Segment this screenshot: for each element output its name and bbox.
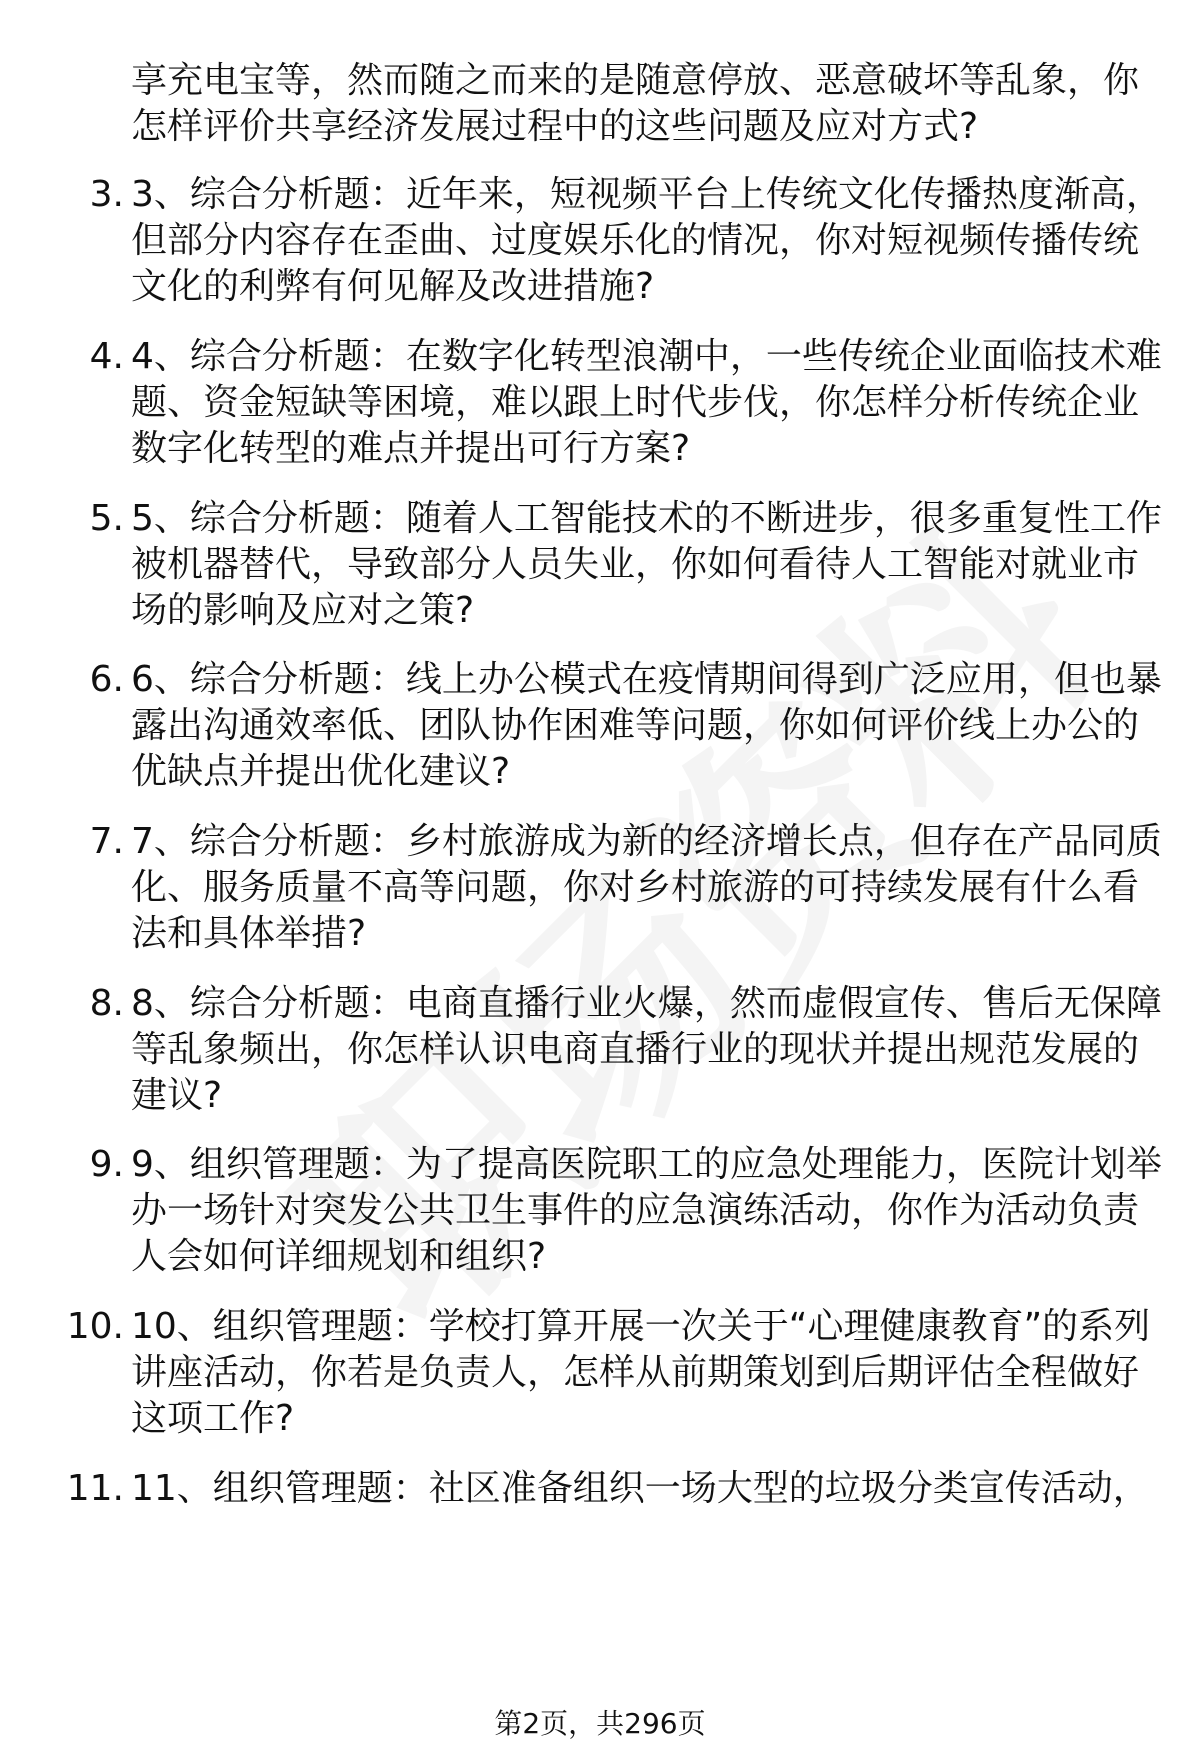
item-number: 4. — [89, 336, 124, 377]
item-text: 10、组织管理题：学校打算开展一次关于“心理健康教育”的系列讲座活动，你若是负责人，怎样从前期策划到后期评估全程做好这项工作? — [131, 1306, 1151, 1439]
item-text: 11、组织管理题：社区准备组织一场大型的垃圾分类宣传活动， — [131, 1468, 1149, 1509]
item-text: 5、综合分析题：随着人工智能技术的不断进步，很多重复性工作被机器替代，导致部分人员失业，你如何看待人工智能对就业市场的影响及应对之策? — [131, 498, 1162, 631]
item-text: 3、综合分析题：近年来，短视频平台上传统文化传播热度渐高，但部分内容存在歪曲、过度娱乐化的情况，你对短视频传播传统文化的利弊有何见解及改进措施? — [131, 174, 1162, 307]
item-number: 7. — [89, 821, 124, 862]
item-number: 3. — [89, 174, 124, 215]
continuation-paragraph: 享充电宝等，然而随之而来的是随意停放、恶意破坏等乱象，你怎样评价共享经济发展过程中的这些问题及应对方式? — [131, 60, 1140, 147]
item-text: 4、综合分析题：在数字化转型浪潮中，一些传统企业面临技术难题、资金短缺等困境，难以跟上时代步伐，你怎样分析传统企业数字化转型的难点并提出可行方案? — [131, 336, 1162, 469]
item-number: 6. — [89, 659, 124, 700]
item-number: 9. — [89, 1144, 124, 1185]
page-footer: 第2页，共296页 — [494, 1707, 706, 1740]
item-text: 8、综合分析题：电商直播行业火爆，然而虚假宣传、售后无保障等乱象频出，你怎样认识电商直播行业的现状并提出规范发展的建议? — [131, 983, 1162, 1116]
item-number: 5. — [89, 498, 124, 539]
item-text: 6、综合分析题：线上办公模式在疫情期间得到广泛应用，但也暴露出沟通效率低、团队协作困难等问题，你如何评价线上办公的优缺点并提出优化建议? — [131, 659, 1162, 792]
item-number: 11. — [66, 1468, 124, 1509]
item-text: 7、综合分析题：乡村旅游成为新的经济增长点，但存在产品同质化、服务质量不高等问题，你对乡村旅游的可持续发展有什么看法和具体举措? — [131, 821, 1162, 954]
item-text: 9、组织管理题：为了提高医院职工的应急处理能力，医院计划举办一场针对突发公共卫生事件的应急演练活动，你作为活动负责人会如何详细规划和组织? — [131, 1144, 1162, 1277]
item-number: 8. — [89, 983, 124, 1024]
item-number: 10. — [66, 1306, 124, 1347]
